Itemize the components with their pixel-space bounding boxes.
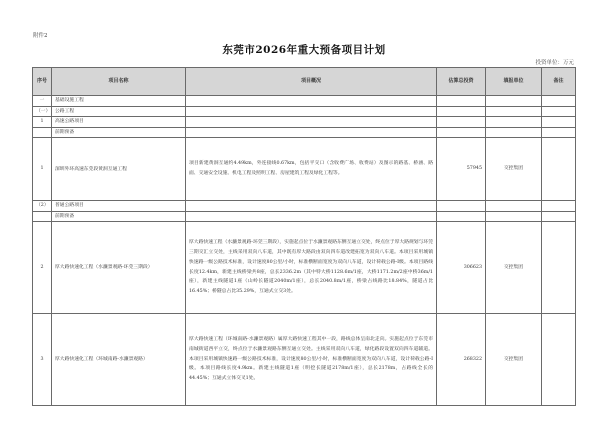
section-label: 普通公路项目: [52, 201, 186, 212]
table-row: [33, 138, 576, 201]
section-row: [33, 117, 576, 128]
project-remark: [542, 314, 576, 406]
project-reporter: 交控集团: [486, 138, 542, 201]
section-seq: [33, 211, 52, 222]
project-investment: 306623: [437, 222, 486, 314]
header-reporter: 填报单位: [486, 68, 542, 96]
project-reporter: 交控集团: [486, 222, 542, 314]
header-remark: 备注: [542, 68, 576, 96]
project-seq: 2: [33, 222, 52, 314]
project-overview: 项目新建黄洞互通约4.49km，外连接线0.67km，包括平交口（含收费广场、收费站）及图示的路基、桥涵、路面、交通安全设施、机电工程及照明工程、房屋建筑工程及绿化工程等。: [186, 138, 437, 201]
project-name: 厚大路快速化工程（水濂景观路-环莞三期段）: [52, 222, 186, 314]
section-label: 公路工程: [52, 106, 186, 117]
header-investment: 估算总投资: [437, 68, 486, 96]
project-remark: [542, 138, 576, 201]
section-label: 前期预备: [52, 127, 186, 138]
header-overview: 项目概况: [186, 68, 437, 96]
document-title: 东莞市2026年重大预备项目计划: [222, 44, 386, 56]
section-row: [33, 96, 576, 107]
project-overview: 厚大路快速工程（环城南路-水濂景观路）属厚大路快速工程其中一段，路线总体呈南北走向。实施起点位于东莞市南城街道西平立交，终点位于水濂景观路东侧互通立交处。主线采用双向八车道，绿化路段设置双向四车道辅道。本项目采用城镇快速路一级公路技术标准，设计速度80公里/小时，标准横断面宽度为双向八车道，设计荷载公路-I级。本项目路线长度4.9km。新建主线隧道1座（明挖长隧道2178m/1座），总长2178m，占路线全长的44.45%；互通式立体交叉1处。: [186, 314, 437, 406]
project-table: [32, 67, 576, 406]
project-investment: 57945: [437, 138, 486, 201]
section-row: [33, 106, 576, 117]
section-seq: 1: [33, 117, 52, 128]
project-name: 厚大路快速化工程（环城南路-水濂景观路）: [52, 314, 186, 406]
section-row: [33, 201, 576, 212]
section-label: 高速公路项目: [52, 117, 186, 128]
header-seq: 序号: [33, 68, 52, 96]
section-seq: （2）: [33, 201, 52, 212]
project-reporter: 交控集团: [486, 314, 542, 406]
section-label: 基础设施工程: [52, 96, 186, 107]
project-overview: 厚大路快速工程（水濂景观路-环莞三期段），实施起点位于水濂景观路东侧互通立交处，终点位于厚大路规划与环莞三期交汇立交处，主线采用双向八车道，其中既有厚大路段由双向四车道改建拓宽为双向八车道。本项目采用城镇快速路一级公路技术标准，设计速度80公里/小时，标准横断面宽度为双向八车道，设计荷载公路-I级。本项目路线长度12.4km，新建主线桥梁共8座，总长2336.2m（其中特大桥1128.6m/1座，大桥1171.2m/2座中桥36m/1座），新建主线隧道1座（山岭长隧道2040m/1座），总长2040.8m/1座，桥梁占线路比18.84%，隧道占比16.45%；桥隧总占比35.29%，互通式立交3处。: [186, 222, 437, 314]
attachment-label: 附件2: [33, 33, 48, 39]
table-row: [33, 314, 576, 406]
project-seq: 3: [33, 314, 52, 406]
section-label: 前期预备: [52, 211, 186, 222]
project-investment: 268322: [437, 314, 486, 406]
section-seq: [33, 127, 52, 138]
section-seq: 一: [33, 96, 52, 107]
section-row: [33, 211, 576, 222]
unit-label: 投资单位：万元: [535, 60, 574, 66]
section-seq: （一）: [33, 106, 52, 117]
project-seq: 1: [33, 138, 52, 201]
project-remark: [542, 222, 576, 314]
header-name: 项目名称: [52, 68, 186, 96]
project-name: 深圳外环高速东莞段黄洞互通工程: [52, 138, 186, 201]
header-row: [33, 68, 576, 96]
section-row: [33, 127, 576, 138]
table-row: [33, 222, 576, 314]
